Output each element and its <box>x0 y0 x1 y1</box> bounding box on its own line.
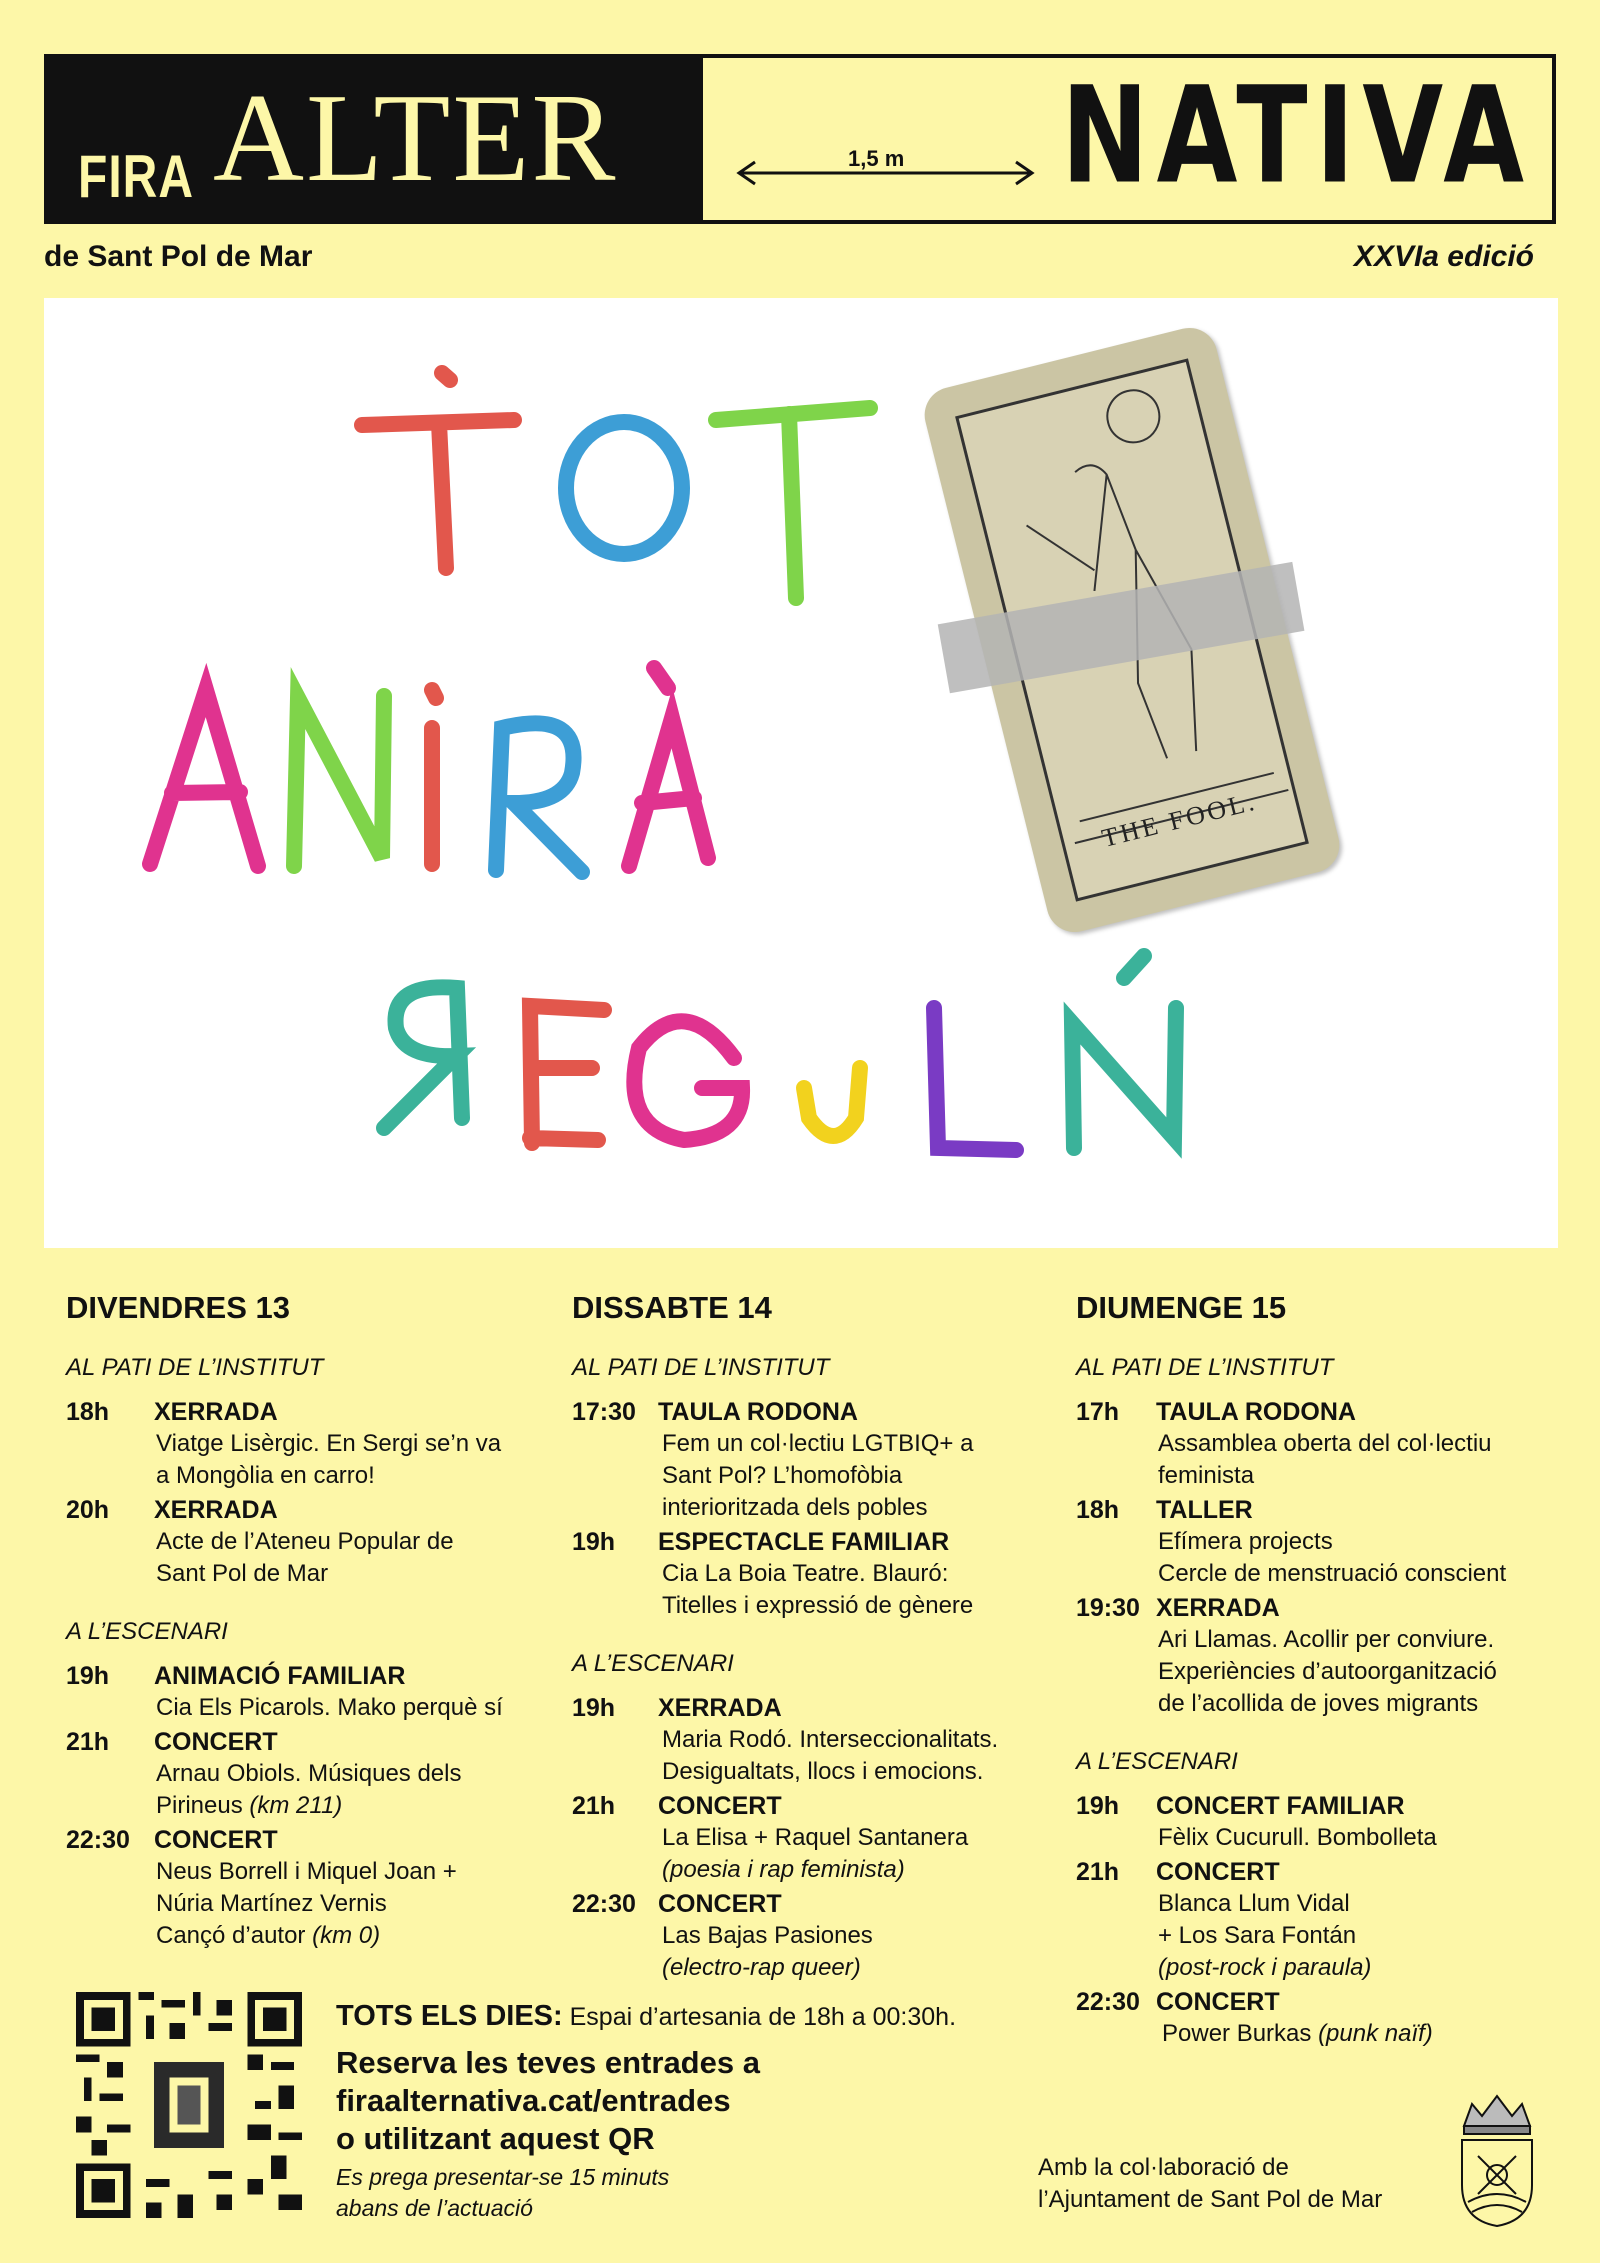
event-type: CONCERT <box>1156 1858 1280 1886</box>
event-item <box>1076 1986 1566 2050</box>
logo-fira: FIRA <box>78 144 194 211</box>
event-time: 19:30 <box>1076 1594 1140 1622</box>
event-time: 22:30 <box>66 1826 130 1854</box>
venue-heading: AL PATI DE L’INSTITUT <box>1076 1354 1334 1381</box>
event-time: 18h <box>66 1398 110 1426</box>
event-time: 21h <box>66 1728 110 1756</box>
day-column-friday <box>66 1290 556 1954</box>
event-item <box>1076 1396 1566 1492</box>
event-type: XERRADA <box>1156 1594 1280 1622</box>
event-line: La Elisa + Raquel Santanera <box>662 1824 969 1851</box>
event-note: (punk naïf) <box>1318 2020 1433 2047</box>
event-line: Fem un col·lectiu LGTBIQ+ a <box>662 1430 974 1457</box>
event-time: 22:30 <box>1076 1988 1140 2016</box>
logo-banner <box>44 54 1556 224</box>
event-item <box>66 1494 556 1590</box>
event-line: Efímera projects <box>1158 1528 1333 1555</box>
artwork-panel <box>44 298 1558 1248</box>
booking-url-link[interactable]: firaalternativa.cat/entrades <box>336 2083 731 2118</box>
logo-left-block <box>48 58 703 220</box>
event-item <box>1076 1592 1566 1720</box>
event-time: 19h <box>1076 1792 1120 1820</box>
event-time: 20h <box>66 1496 110 1524</box>
event-time: 18h <box>1076 1496 1120 1524</box>
event-item <box>1076 1494 1566 1590</box>
day-title: DISSABTE 14 <box>572 1290 772 1325</box>
day-column-sunday <box>1076 1290 1566 2052</box>
event-line: Cercle de menstruació conscient <box>1158 1560 1507 1587</box>
event-line: Neus Borrell i Miquel Joan + <box>156 1858 457 1885</box>
event-time: 22:30 <box>572 1890 636 1918</box>
event-note: (electro-rap queer) <box>662 1954 861 1981</box>
venue-heading: A L’ESCENARI <box>66 1618 228 1645</box>
event-line: Viatge Lisèrgic. En Sergi se’n va <box>156 1430 502 1457</box>
event-type: CONCERT <box>658 1890 782 1918</box>
event-line: Arnau Obiols. Músiques dels <box>156 1760 462 1787</box>
venue-heading: AL PATI DE L’INSTITUT <box>572 1354 830 1381</box>
event-line: Assamblea oberta del col·lectiu <box>1158 1430 1492 1457</box>
event-line: Maria Rodó. Interseccionalitats. <box>662 1726 999 1753</box>
daily-text: Espai d’artesania de 18h a 00:30h. <box>569 2003 957 2031</box>
event-item <box>572 1526 1062 1622</box>
event-line: Blanca Llum Vidal <box>1158 1890 1350 1917</box>
booking-info <box>336 2044 760 2158</box>
logo-nativa: NATIVA <box>1061 58 1532 214</box>
event-type: CONCERT <box>658 1792 782 1820</box>
venue-heading: AL PATI DE L’INSTITUT <box>66 1354 324 1381</box>
event-time: 21h <box>572 1792 616 1820</box>
qr-code-icon[interactable] <box>76 1992 302 2218</box>
arrival-note <box>336 2162 669 2224</box>
tarot-card-label: THE FOOL. <box>1098 786 1260 853</box>
event-time: 19h <box>572 1694 616 1722</box>
event-type: TAULA RODONA <box>658 1398 858 1426</box>
event-time: 17:30 <box>572 1398 636 1426</box>
event-line: Las Bajas Pasiones <box>662 1922 873 1949</box>
event-type: TALLER <box>1156 1496 1253 1524</box>
event-line: Cançó d’autor <box>156 1922 306 1949</box>
event-type: XERRADA <box>658 1694 782 1722</box>
collab-line: l’Ajuntament de Sant Pol de Mar <box>1038 2186 1383 2213</box>
event-time: 19h <box>66 1662 110 1690</box>
event-type: CONCERT <box>154 1728 278 1756</box>
booking-line: Reserva les teves entrades a <box>336 2045 760 2080</box>
event-type: XERRADA <box>154 1398 278 1426</box>
event-line: interioritzada dels pobles <box>662 1494 928 1521</box>
event-item <box>66 1726 556 1822</box>
event-note: (post-rock i paraula) <box>1158 1954 1372 1981</box>
crayon-lettering <box>44 298 1558 1248</box>
event-note: (km 0) <box>312 1922 381 1949</box>
event-item <box>1076 1856 1566 1984</box>
distance-label: 1,5 m <box>848 146 905 171</box>
event-line: Núria Martínez Vernis <box>156 1890 387 1917</box>
arrival-line: abans de l’actuació <box>336 2195 533 2221</box>
event-line: Power Burkas <box>1162 2020 1312 2047</box>
subtitle: de Sant Pol de Mar <box>44 240 313 273</box>
venue-heading: A L’ESCENARI <box>1076 1748 1238 1775</box>
event-type: XERRADA <box>154 1496 278 1524</box>
daily-label: TOTS ELS DIES: <box>336 2000 563 2032</box>
event-time: 17h <box>1076 1398 1120 1426</box>
booking-line: o utilitzant aquest QR <box>336 2121 655 2156</box>
event-item <box>66 1824 556 1952</box>
event-type: ANIMACIÓ FAMILIAR <box>154 1662 406 1690</box>
event-line: Ari Llamas. Acollir per conviure. <box>1158 1626 1495 1653</box>
event-line: + Los Sara Fontán <box>1158 1922 1357 1949</box>
event-item <box>572 1888 1062 1984</box>
collaboration-credit <box>1038 2152 1382 2216</box>
event-line: feminista <box>1158 1462 1255 1489</box>
event-item <box>66 1660 556 1724</box>
event-line: de l’acollida de joves migrants <box>1158 1690 1479 1717</box>
logo-right-block <box>703 58 1552 220</box>
event-line: Sant Pol? L’homofòbia <box>662 1462 903 1489</box>
daily-info <box>336 2000 956 2033</box>
event-type: ESPECTACLE FAMILIAR <box>658 1528 950 1556</box>
event-note: (poesia i rap feminista) <box>662 1856 905 1883</box>
event-line: Pirineus <box>156 1792 243 1819</box>
event-type: CONCERT FAMILIAR <box>1156 1792 1405 1820</box>
event-item <box>1076 1790 1566 1854</box>
event-time: 19h <box>572 1528 616 1556</box>
event-item <box>572 1396 1062 1524</box>
venue-heading: A L’ESCENARI <box>572 1650 734 1677</box>
day-column-saturday <box>572 1290 1062 1986</box>
event-item <box>572 1790 1062 1886</box>
event-line: a Mongòlia en carro! <box>156 1462 375 1489</box>
event-time: 21h <box>1076 1858 1120 1886</box>
event-line: Titelles i expressió de gènere <box>662 1592 974 1619</box>
logo-alter: ALTER <box>213 69 618 208</box>
event-item <box>572 1692 1062 1788</box>
municipal-shield-icon <box>1452 2090 1542 2230</box>
collab-line: Amb la col·laboració de <box>1038 2154 1289 2181</box>
event-line: Fèlix Cucurull. Bombolleta <box>1158 1824 1437 1851</box>
event-note: (km 211) <box>249 1792 343 1819</box>
edition-label: XXVIa edició <box>1353 240 1534 273</box>
arrival-line: Es prega presentar-se 15 minuts <box>336 2164 670 2190</box>
event-line: Desigualtats, llocs i emocions. <box>662 1758 984 1785</box>
event-line: Experiències d’autoorganització <box>1158 1658 1497 1685</box>
event-item <box>66 1396 556 1492</box>
event-type: CONCERT <box>1156 1988 1280 2016</box>
day-title: DIUMENGE 15 <box>1076 1290 1287 1325</box>
event-line: Cia Els Picarols. Mako perquè sí <box>156 1694 503 1721</box>
event-line: Acte de l’Ateneu Popular de <box>156 1528 454 1555</box>
event-type: TAULA RODONA <box>1156 1398 1356 1426</box>
event-line: Cia La Boia Teatre. Blauró: <box>662 1560 949 1587</box>
day-title: DIVENDRES 13 <box>66 1290 290 1325</box>
event-type: CONCERT <box>154 1826 278 1854</box>
event-line: Sant Pol de Mar <box>156 1560 329 1587</box>
